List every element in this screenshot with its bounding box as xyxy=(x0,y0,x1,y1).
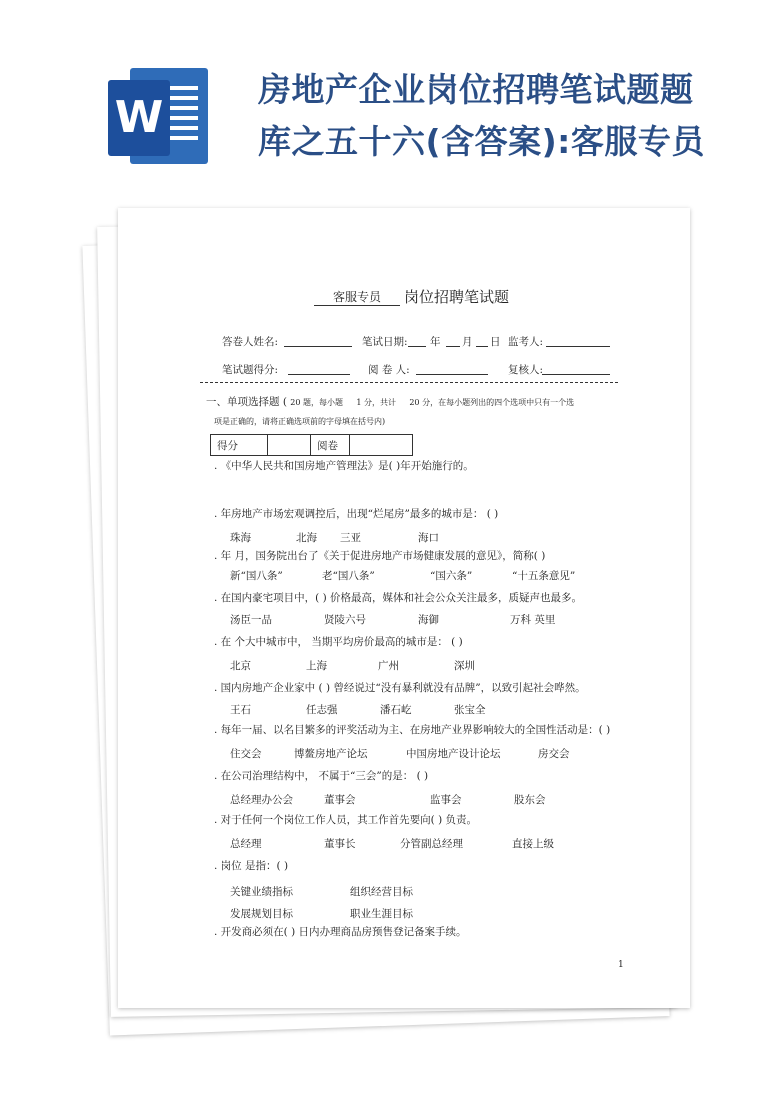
question-stem: . 在 个大中城市中， 当期平均房价最高的城市是： ( ) xyxy=(214,636,463,648)
exam-title: 岗位招聘笔试题 xyxy=(404,288,510,306)
answer-option[interactable]: “十五条意见” xyxy=(512,570,576,582)
word-document-icon xyxy=(108,68,208,164)
question-stem: . 年房地产市场宏观调控后，出现“烂尾房”最多的城市是： ( ) xyxy=(214,508,499,520)
answer-option[interactable]: 深圳 xyxy=(454,660,475,672)
answer-option[interactable]: 博鳌房地产论坛 xyxy=(294,748,368,760)
question-stem: . 每年一届、以名目繁多的评奖活动为主、在房地产业界影响较大的全国性活动是：( ) xyxy=(214,724,611,736)
answer-option[interactable]: 关键业绩指标 xyxy=(230,886,293,898)
section-heading xyxy=(206,394,574,409)
answer-option[interactable]: 珠海 xyxy=(230,532,251,544)
label-month: 月 xyxy=(462,336,473,348)
label-year: 年 xyxy=(430,336,441,348)
label-reviewer: 复核人: xyxy=(508,364,544,376)
answer-option[interactable]: 住交会 xyxy=(230,748,262,760)
answer-option[interactable]: 万科 英里 xyxy=(510,614,556,626)
answer-option[interactable]: 董事长 xyxy=(324,838,356,850)
question-stem: . 在国内豪宅项目中，( ) 价格最高，媒体和社会公众关注最多，质疑声也最多。 xyxy=(214,592,583,604)
score-table xyxy=(210,434,413,456)
answer-option[interactable]: 王石 xyxy=(230,704,251,716)
page-number: 1 xyxy=(618,960,624,970)
answer-option[interactable]: 发展规划目标 xyxy=(230,908,293,920)
grader-value-cell[interactable] xyxy=(350,435,413,456)
answer-option[interactable]: 三亚 xyxy=(340,532,361,544)
label-name: 答卷人姓名: xyxy=(222,336,279,348)
answer-option[interactable]: 海御 xyxy=(418,614,439,626)
question-stem: . 国内房地产企业家中 ( ) 曾经说过“没有暴利就没有品牌”，以致引起社会哗然。 xyxy=(214,682,586,694)
answer-option[interactable]: 汤臣一品 xyxy=(230,614,272,626)
field-reviewer[interactable] xyxy=(542,362,610,375)
answer-option[interactable]: 总经理办公会 xyxy=(230,794,293,806)
answer-option[interactable]: 房交会 xyxy=(538,748,570,760)
section-note: 项是正确的，请将正确选项前的字母填在括号内) xyxy=(214,417,386,426)
question-stem: . 开发商必须在( ) 日内办理商品房预售登记备案手续。 xyxy=(214,926,467,938)
answer-option[interactable]: 分管副总经理 xyxy=(400,838,463,850)
question-stem: . 《中华人民共和国房地产管理法》是( )年开始施行的。 xyxy=(214,460,474,472)
field-grader[interactable] xyxy=(416,362,488,375)
answer-option[interactable]: 新“国八条” xyxy=(230,570,283,582)
grader-label-cell: 阅卷 xyxy=(311,435,350,456)
answer-option[interactable]: 直接上级 xyxy=(512,838,554,850)
question-stem: . 年 月，国务院出台了《关于促进房地产市场健康发展的意见》，简称( ) xyxy=(214,550,546,562)
answer-option[interactable]: “国六条” xyxy=(430,570,473,582)
field-month[interactable] xyxy=(446,334,460,347)
section-title: 一、单项选择题 ( xyxy=(206,396,287,408)
section-total: 20 分，在每小题列出的四个选项中只有一个选 xyxy=(409,398,575,407)
field-name[interactable] xyxy=(284,334,352,347)
position-name-handwritten: 客服专员 xyxy=(314,288,400,306)
score-label-cell: 得分 xyxy=(211,435,268,456)
answer-option[interactable]: 贤陵六号 xyxy=(324,614,366,626)
field-day[interactable] xyxy=(476,334,488,347)
word-icon-letter: W xyxy=(108,80,170,156)
answer-option[interactable]: 广州 xyxy=(378,660,399,672)
label-day: 日 xyxy=(490,336,501,348)
answer-option[interactable]: 上海 xyxy=(306,660,327,672)
answer-option[interactable]: 老“国八条” xyxy=(322,570,375,582)
field-year[interactable] xyxy=(408,334,426,347)
label-proctor: 监考人: xyxy=(508,336,544,348)
answer-option[interactable]: 张宝全 xyxy=(454,704,486,716)
answer-option[interactable]: 组织经营目标 xyxy=(350,886,413,898)
label-score: 笔试题得分: xyxy=(222,364,279,376)
question-stem: . 在公司治理结构中， 不属于“三会”的是： ( ) xyxy=(214,770,429,782)
answer-option[interactable]: 任志强 xyxy=(306,704,338,716)
dashed-divider xyxy=(200,382,618,383)
field-score[interactable] xyxy=(288,362,350,375)
answer-option[interactable]: 职业生涯目标 xyxy=(350,908,413,920)
answer-option[interactable]: 潘石屹 xyxy=(380,704,412,716)
field-proctor[interactable] xyxy=(546,334,610,347)
section-count: 20 题，每小题 xyxy=(290,398,344,407)
answer-option[interactable]: 董事会 xyxy=(324,794,356,806)
answer-option[interactable]: 北京 xyxy=(230,660,251,672)
question-stem: . 对于任何一个岗位工作人员，其工作首先要向( ) 负责。 xyxy=(214,814,478,826)
score-value-cell[interactable] xyxy=(268,435,311,456)
answer-option[interactable]: 监事会 xyxy=(430,794,462,806)
title-line-2: 库之五十六(含答案):客服专员 xyxy=(258,122,705,161)
document-title xyxy=(258,64,758,168)
exam-page xyxy=(118,208,690,1008)
section-points: 1 分，共计 xyxy=(356,398,396,407)
label-date: 笔试日期: xyxy=(362,336,408,348)
answer-option[interactable]: 股东会 xyxy=(514,794,546,806)
answer-option[interactable]: 总经理 xyxy=(230,838,262,850)
label-grader: 阅 卷 人: xyxy=(368,364,410,376)
answer-option[interactable]: 海口 xyxy=(418,532,439,544)
title-line-1: 房地产企业岗位招聘笔试题题 xyxy=(258,70,694,109)
question-stem: . 岗位 是指：( ) xyxy=(214,860,289,872)
answer-option[interactable]: 北海 xyxy=(296,532,317,544)
answer-option[interactable]: 中国房地产设计论坛 xyxy=(406,748,501,760)
